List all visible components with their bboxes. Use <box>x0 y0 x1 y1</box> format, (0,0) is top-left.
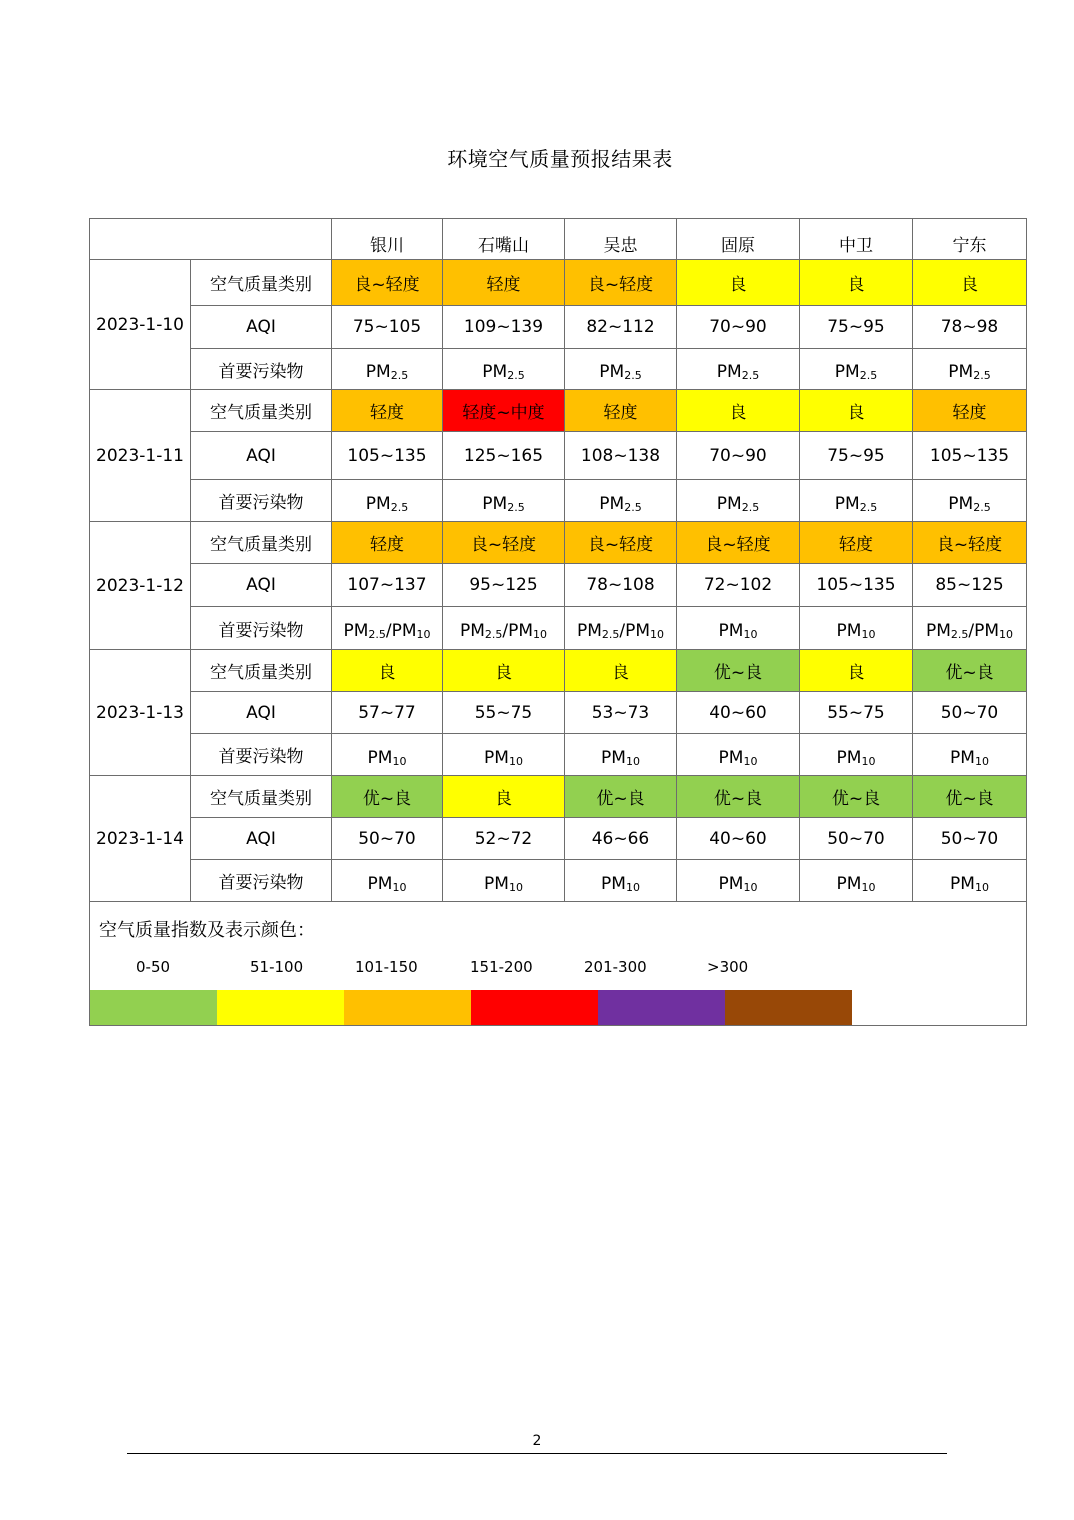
pollutant-name: PM <box>718 747 744 768</box>
category-label: 空气质量类别 <box>191 390 332 432</box>
pollutant-name: PM <box>836 873 862 894</box>
pollutant-subscript: 10 <box>392 754 407 768</box>
pollutant-name: PM <box>601 873 626 894</box>
pollutant-subscript: 10 <box>861 628 876 641</box>
pollutant-name: PM <box>718 873 744 894</box>
category-cell: 优~良 <box>913 776 1027 818</box>
pollutant-subscript: 2.5 <box>624 369 642 382</box>
pollutant-subscript: 2.5 <box>624 500 642 514</box>
aqi-row <box>90 692 1027 734</box>
category-cell: 良 <box>443 776 565 818</box>
category-cell: 轻度 <box>332 522 443 564</box>
category-cell: 良~轻度 <box>565 260 677 306</box>
page-number: 2 <box>532 1433 542 1449</box>
legend-range-label: 201-300 <box>584 958 647 976</box>
pollutant-cell <box>443 860 565 902</box>
pollutant-subscript: 10 <box>974 880 989 894</box>
pollutant-name: PM <box>367 873 393 894</box>
aqi-cell: 108~138 <box>565 432 677 480</box>
pollutant-name: /PM <box>502 621 534 641</box>
pollutant-name: PM <box>367 747 393 768</box>
pollutant-cell <box>677 734 800 776</box>
legend-color-swatch <box>598 990 725 1026</box>
pollutant-subscript: 10 <box>743 754 758 768</box>
category-cell: 良~轻度 <box>332 260 443 306</box>
aqi-cell: 105~135 <box>800 564 913 607</box>
pollutant-name: PM <box>948 493 974 514</box>
category-cell: 良~轻度 <box>913 522 1027 564</box>
pollutant-cell <box>800 860 913 902</box>
aqi-label: AQI <box>191 432 332 480</box>
pollutant-cell <box>565 607 677 650</box>
pollutant-subscript: 10 <box>974 754 989 768</box>
aqi-row <box>90 818 1027 860</box>
aqi-label: AQI <box>191 692 332 734</box>
pollutant-subscript: 2.5 <box>859 369 878 382</box>
pollutant-subscript: 10 <box>743 880 758 894</box>
pollutant-name: PM <box>599 362 625 382</box>
pollutant-name: PM <box>576 621 602 641</box>
pollutant-name: PM <box>484 747 509 768</box>
pollutant-subscript: 2.5 <box>973 500 991 514</box>
pollutant-cell <box>443 480 565 522</box>
aqi-cell: 40~60 <box>677 818 800 860</box>
category-cell: 轻度~中度 <box>443 390 565 432</box>
category-cell: 良 <box>800 650 913 692</box>
category-cell: 良 <box>800 390 913 432</box>
category-row <box>90 390 1027 432</box>
category-cell: 轻度 <box>443 260 565 306</box>
pollutant-cell <box>565 349 677 390</box>
pollutant-cell <box>332 480 443 522</box>
aqi-cell: 53~73 <box>565 692 677 734</box>
legend-range-label: 151-200 <box>470 958 533 976</box>
pollutant-name: PM <box>834 493 860 514</box>
pollutant-subscript: 10 <box>861 754 876 768</box>
city-header: 吴忠 <box>565 219 677 260</box>
header-blank-cell <box>90 219 332 260</box>
aqi-cell: 55~75 <box>443 692 565 734</box>
page-title: 环境空气质量预报结果表 <box>447 147 673 171</box>
pollutant-cell <box>677 480 800 522</box>
pollutant-subscript: 10 <box>625 754 640 768</box>
category-cell: 优~良 <box>800 776 913 818</box>
pollutant-cell <box>332 607 443 650</box>
pollutant-subscript: 10 <box>625 880 640 894</box>
category-label: 空气质量类别 <box>191 522 332 564</box>
city-header: 固原 <box>677 219 800 260</box>
aqi-cell: 52~72 <box>443 818 565 860</box>
forecast-table <box>89 218 1027 1026</box>
pollutant-name: PM <box>599 493 625 514</box>
category-cell: 优~良 <box>677 776 800 818</box>
category-label: 空气质量类别 <box>191 650 332 692</box>
category-cell: 优~良 <box>913 650 1027 692</box>
aqi-cell: 109~139 <box>443 306 565 349</box>
pollutant-label: 首要污染物 <box>191 607 332 650</box>
aqi-cell: 70~90 <box>677 306 800 349</box>
pollutant-subscript: 2.5 <box>973 369 991 382</box>
pollutant-subscript: 10 <box>999 628 1014 641</box>
pollutant-name: PM <box>834 362 860 382</box>
category-row <box>90 776 1027 818</box>
category-cell: 良 <box>332 650 443 692</box>
city-header: 银川 <box>332 219 443 260</box>
header-row <box>90 219 1027 260</box>
aqi-cell: 46~66 <box>565 818 677 860</box>
pollutant-cell <box>443 734 565 776</box>
pollutant-row <box>90 860 1027 902</box>
aqi-cell: 85~125 <box>913 564 1027 607</box>
category-label: 空气质量类别 <box>191 776 332 818</box>
pollutant-subscript: 10 <box>861 880 876 894</box>
legend-cell <box>90 902 1027 1026</box>
pollutant-cell <box>800 349 913 390</box>
category-cell: 良 <box>800 260 913 306</box>
pollutant-cell <box>332 349 443 390</box>
pollutant-cell <box>800 480 913 522</box>
pollutant-subscript: 2.5 <box>601 628 620 641</box>
legend-range-label: 101-150 <box>355 958 418 976</box>
pollutant-subscript: 10 <box>392 880 407 894</box>
aqi-cell: 107~137 <box>332 564 443 607</box>
category-cell: 优~良 <box>565 776 677 818</box>
pollutant-name: PM <box>836 621 862 641</box>
aqi-label: AQI <box>191 818 332 860</box>
city-header: 中卫 <box>800 219 913 260</box>
category-cell: 良~轻度 <box>677 522 800 564</box>
pollutant-subscript: 2.5 <box>950 628 969 641</box>
legend-range-label: 51-100 <box>250 958 304 976</box>
pollutant-name: PM <box>836 747 862 768</box>
pollutant-name: PM <box>343 621 369 641</box>
category-row <box>90 650 1027 692</box>
legend-range-label: 0-50 <box>136 958 171 976</box>
category-cell: 良 <box>913 260 1027 306</box>
aqi-cell: 50~70 <box>332 818 443 860</box>
legend-labels <box>90 958 1025 980</box>
pollutant-name: PM <box>484 873 509 894</box>
category-cell: 良 <box>443 650 565 692</box>
pollutant-subscript: 2.5 <box>507 369 525 382</box>
legend-row <box>90 902 1027 1026</box>
pollutant-name: PM <box>459 621 485 641</box>
pollutant-name: PM <box>482 493 508 514</box>
category-cell: 良~轻度 <box>443 522 565 564</box>
aqi-cell: 72~102 <box>677 564 800 607</box>
footer-divider <box>127 1453 947 1454</box>
pollutant-row <box>90 349 1027 390</box>
pollutant-name: PM <box>950 873 975 894</box>
pollutant-subscript: 10 <box>650 628 665 641</box>
pollutant-name: /PM <box>619 621 651 641</box>
pollutant-row <box>90 480 1027 522</box>
pollutant-cell <box>913 607 1027 650</box>
pollutant-name: PM <box>365 493 391 514</box>
legend-color-swatch <box>217 990 344 1026</box>
category-label: 空气质量类别 <box>191 260 332 306</box>
pollutant-name: PM <box>718 621 744 641</box>
aqi-cell: 55~75 <box>800 692 913 734</box>
pollutant-cell <box>913 480 1027 522</box>
legend-color-swatch <box>90 990 217 1026</box>
aqi-cell: 105~135 <box>332 432 443 480</box>
pollutant-name: PM <box>716 362 742 382</box>
legend-title: 空气质量指数及表示颜色： <box>99 920 315 941</box>
aqi-row <box>90 432 1027 480</box>
pollutant-row <box>90 607 1027 650</box>
aqi-cell: 50~70 <box>913 818 1027 860</box>
category-cell: 轻度 <box>565 390 677 432</box>
pollutant-cell <box>677 349 800 390</box>
pollutant-cell <box>565 734 677 776</box>
pollutant-name: PM <box>925 621 951 641</box>
pollutant-cell <box>913 734 1027 776</box>
pollutant-name: PM <box>365 362 391 382</box>
pollutant-label: 首要污染物 <box>191 480 332 522</box>
category-cell: 轻度 <box>800 522 913 564</box>
pollutant-name: PM <box>601 747 626 768</box>
category-cell: 优~良 <box>677 650 800 692</box>
aqi-cell: 70~90 <box>677 432 800 480</box>
pollutant-label: 首要污染物 <box>191 349 332 390</box>
pollutant-subscript: 2.5 <box>507 500 525 514</box>
pollutant-subscript: 2.5 <box>741 369 760 382</box>
aqi-cell: 50~70 <box>913 692 1027 734</box>
pollutant-cell <box>677 607 800 650</box>
aqi-cell: 95~125 <box>443 564 565 607</box>
aqi-row <box>90 564 1027 607</box>
legend-color-swatch <box>725 990 852 1026</box>
pollutant-name: PM <box>716 493 742 514</box>
legend-color-swatch <box>344 990 471 1026</box>
date-cell: 2023-1-11 <box>90 390 191 522</box>
city-header: 宁东 <box>913 219 1027 260</box>
pollutant-cell <box>800 734 913 776</box>
date-cell: 2023-1-12 <box>90 522 191 650</box>
pollutant-cell <box>565 480 677 522</box>
pollutant-name: /PM <box>968 621 1000 641</box>
legend-range-label: >300 <box>707 958 749 976</box>
aqi-cell: 75~105 <box>332 306 443 349</box>
pollutant-name: PM <box>482 362 508 382</box>
aqi-cell: 105~135 <box>913 432 1027 480</box>
aqi-cell: 75~95 <box>800 432 913 480</box>
aqi-cell: 125~165 <box>443 432 565 480</box>
pollutant-label: 首要污染物 <box>191 860 332 902</box>
date-cell: 2023-1-14 <box>90 776 191 902</box>
category-row <box>90 260 1027 306</box>
category-cell: 优~良 <box>332 776 443 818</box>
pollutant-subscript: 10 <box>508 880 523 894</box>
pollutant-cell <box>332 734 443 776</box>
aqi-cell: 57~77 <box>332 692 443 734</box>
pollutant-cell <box>443 607 565 650</box>
city-header: 石嘴山 <box>443 219 565 260</box>
pollutant-subscript: 2.5 <box>368 628 386 641</box>
pollutant-subscript: 2.5 <box>390 369 409 382</box>
pollutant-label: 首要污染物 <box>191 734 332 776</box>
pollutant-cell <box>443 349 565 390</box>
date-cell: 2023-1-13 <box>90 650 191 776</box>
aqi-cell: 40~60 <box>677 692 800 734</box>
pollutant-subscript: 10 <box>533 628 548 641</box>
pollutant-cell <box>565 860 677 902</box>
pollutant-name: PM <box>948 362 974 382</box>
pollutant-name: /PM <box>385 621 417 641</box>
pollutant-name: PM <box>950 747 975 768</box>
aqi-cell: 78~98 <box>913 306 1027 349</box>
pollutant-subscript: 2.5 <box>484 628 503 641</box>
pollutant-cell <box>332 860 443 902</box>
category-row <box>90 522 1027 564</box>
category-cell: 轻度 <box>913 390 1027 432</box>
pollutant-cell <box>913 349 1027 390</box>
pollutant-subscript: 10 <box>743 628 758 641</box>
pollutant-cell <box>800 607 913 650</box>
category-cell: 良 <box>677 390 800 432</box>
aqi-cell: 75~95 <box>800 306 913 349</box>
legend-color-swatch <box>471 990 598 1026</box>
pollutant-subscript: 10 <box>508 754 523 768</box>
category-cell: 轻度 <box>332 390 443 432</box>
category-cell: 良 <box>677 260 800 306</box>
aqi-label: AQI <box>191 564 332 607</box>
aqi-cell: 50~70 <box>800 818 913 860</box>
category-cell: 良~轻度 <box>565 522 677 564</box>
pollutant-row <box>90 734 1027 776</box>
pollutant-cell <box>913 860 1027 902</box>
aqi-label: AQI <box>191 306 332 349</box>
pollutant-subscript: 2.5 <box>390 500 409 514</box>
pollutant-subscript: 2.5 <box>859 500 878 514</box>
aqi-cell: 78~108 <box>565 564 677 607</box>
aqi-cell: 82~112 <box>565 306 677 349</box>
date-cell: 2023-1-10 <box>90 260 191 390</box>
category-cell: 良 <box>565 650 677 692</box>
pollutant-subscript: 2.5 <box>741 500 760 514</box>
pollutant-cell <box>677 860 800 902</box>
pollutant-subscript: 10 <box>416 628 431 641</box>
legend-color-bar <box>90 990 852 1026</box>
aqi-row <box>90 306 1027 349</box>
